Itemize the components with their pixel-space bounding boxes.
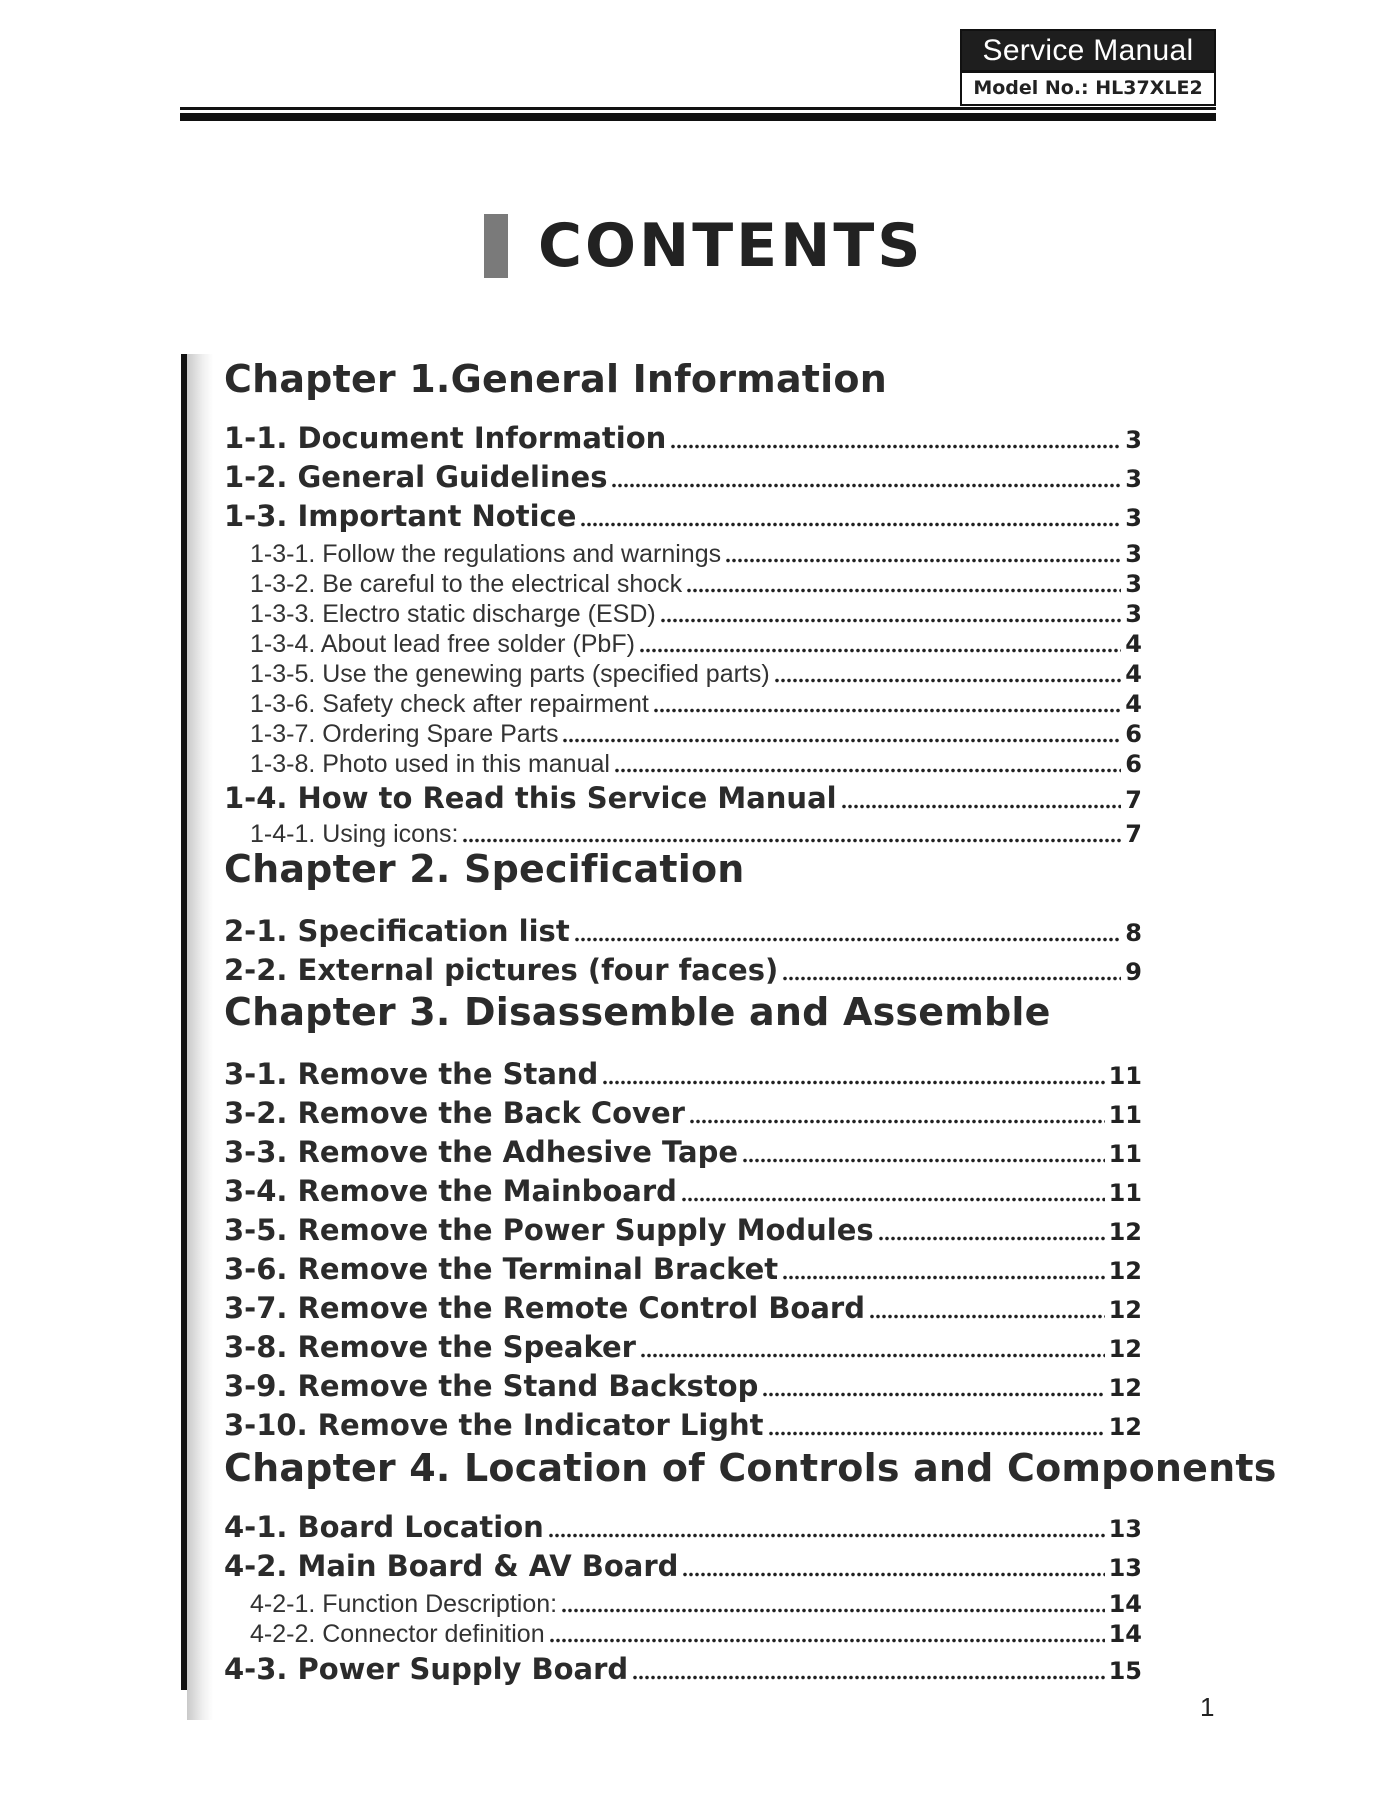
header-rule-thick bbox=[180, 113, 1216, 121]
toc-entry-3-9[interactable] bbox=[224, 1369, 1142, 1403]
toc-entry-3-3[interactable] bbox=[224, 1135, 1142, 1169]
toc-entry-1-3-2[interactable] bbox=[250, 570, 1142, 599]
toc-entry-page: 11 bbox=[1108, 1140, 1142, 1168]
toc-entry-page: 12 bbox=[1108, 1257, 1142, 1285]
toc-entry-3-2[interactable] bbox=[224, 1096, 1142, 1130]
dot-leader bbox=[742, 1158, 1105, 1163]
toc-entry-page: 3 bbox=[1125, 426, 1142, 454]
dot-leader bbox=[774, 678, 1122, 683]
dot-leader bbox=[639, 648, 1121, 653]
toc-entry-page: 11 bbox=[1108, 1179, 1142, 1207]
toc-entry-label: 3-3. Remove the Adhesive Tape bbox=[224, 1135, 739, 1169]
dot-leader bbox=[640, 1353, 1105, 1358]
dot-leader bbox=[549, 1638, 1105, 1643]
toc-entry-4-2-2[interactable] bbox=[250, 1620, 1142, 1649]
dot-leader bbox=[462, 838, 1121, 843]
dot-leader bbox=[681, 1197, 1105, 1202]
toc-entry-label: 1-3-5. Use the genewing parts (specified parts) bbox=[250, 660, 770, 688]
toc-entry-3-8[interactable] bbox=[224, 1330, 1142, 1364]
toc-entry-2-2[interactable] bbox=[224, 953, 1142, 987]
toc-entry-page: 12 bbox=[1108, 1413, 1142, 1441]
toc-entry-1-3-4[interactable] bbox=[250, 630, 1142, 659]
toc-entry-label: 3-6. Remove the Terminal Bracket bbox=[224, 1252, 779, 1286]
toc-entry-2-1[interactable] bbox=[224, 914, 1142, 948]
toc-entry-label: 3-2. Remove the Back Cover bbox=[224, 1096, 685, 1130]
dot-leader bbox=[614, 768, 1121, 773]
chapter-4-title[interactable]: Chapter 4. Location of Controls and Components bbox=[224, 1446, 1277, 1490]
toc-entry-page: 8 bbox=[1125, 919, 1142, 947]
header-title: Service Manual bbox=[962, 31, 1214, 70]
dot-leader bbox=[574, 937, 1122, 942]
toc-entry-page: 7 bbox=[1125, 820, 1142, 848]
toc-entry-page: 12 bbox=[1108, 1296, 1142, 1324]
toc-entry-1-3-6[interactable] bbox=[250, 690, 1142, 719]
toc-entry-page: 3 bbox=[1125, 570, 1142, 598]
header-rule-thin bbox=[180, 107, 1216, 110]
toc-entry-page: 9 bbox=[1125, 958, 1142, 986]
toc-entry-label: 1-3-8. Photo used in this manual bbox=[250, 750, 610, 778]
dot-leader bbox=[689, 1119, 1105, 1124]
toc-entry-3-6[interactable] bbox=[224, 1252, 1142, 1286]
toc-entry-1-3-5[interactable] bbox=[250, 660, 1142, 689]
dot-leader bbox=[682, 1572, 1104, 1577]
dot-leader bbox=[548, 1533, 1105, 1538]
header-box bbox=[960, 29, 1216, 106]
dot-leader bbox=[602, 1080, 1104, 1085]
toc-entry-3-1[interactable] bbox=[224, 1057, 1142, 1091]
toc-entry-label: 4-3. Power Supply Board bbox=[224, 1652, 629, 1686]
dot-leader bbox=[670, 444, 1121, 449]
toc-entry-4-3[interactable] bbox=[224, 1652, 1142, 1686]
toc-entry-label: 3-8. Remove the Speaker bbox=[224, 1330, 636, 1364]
toc-entry-3-4[interactable] bbox=[224, 1174, 1142, 1208]
toc-entry-1-4[interactable] bbox=[224, 781, 1142, 815]
toc-entry-page: 12 bbox=[1108, 1374, 1142, 1402]
dot-leader bbox=[611, 483, 1121, 488]
toc-entry-label: 4-2-1. Function Description: bbox=[250, 1590, 558, 1618]
chapter-1-title[interactable]: Chapter 1.General Information bbox=[224, 357, 887, 401]
toc-entry-label: 3-4. Remove the Mainboard bbox=[224, 1174, 677, 1208]
chapter-3-title[interactable]: Chapter 3. Disassemble and Assemble bbox=[224, 990, 1051, 1034]
toc-entry-1-3-1[interactable] bbox=[250, 540, 1142, 569]
toc-entry-label: 1-3-7. Ordering Spare Parts bbox=[250, 720, 559, 748]
toc-entry-page: 3 bbox=[1125, 465, 1142, 493]
toc-entry-1-2[interactable] bbox=[224, 460, 1142, 494]
toc-entry-page: 4 bbox=[1125, 630, 1142, 658]
toc-entry-label: 2-1. Specification list bbox=[224, 914, 570, 948]
toc-entry-label: 1-3-4. About lead free solder (PbF) bbox=[250, 630, 635, 658]
toc-entry-page: 12 bbox=[1108, 1218, 1142, 1246]
toc-entry-label: 3-5. Remove the Power Supply Modules bbox=[224, 1213, 874, 1247]
toc-entry-label: 3-7. Remove the Remote Control Board bbox=[224, 1291, 865, 1325]
dot-leader bbox=[562, 738, 1121, 743]
toc-entry-page: 12 bbox=[1108, 1335, 1142, 1363]
toc-entry-label: 1-4. How to Read this Service Manual bbox=[224, 781, 837, 815]
toc-entry-label: 2-2. External pictures (four faces) bbox=[224, 953, 779, 987]
dot-leader bbox=[686, 588, 1121, 593]
toc-entry-label: 3-10. Remove the Indicator Light bbox=[224, 1408, 764, 1442]
dot-leader bbox=[660, 618, 1122, 623]
toc-entry-1-3-8[interactable] bbox=[250, 750, 1142, 779]
dot-leader bbox=[768, 1431, 1105, 1436]
toc-entry-label: 4-2. Main Board & AV Board bbox=[224, 1549, 679, 1583]
contents-title: CONTENTS bbox=[538, 211, 924, 281]
toc-entry-1-4-1[interactable] bbox=[250, 820, 1142, 849]
toc-entry-3-7[interactable] bbox=[224, 1291, 1142, 1325]
toc-entry-1-1[interactable] bbox=[224, 421, 1142, 455]
dot-leader bbox=[632, 1675, 1104, 1680]
toc-entry-label: 1-2. General Guidelines bbox=[224, 460, 608, 494]
toc-entry-label: 1-1. Document Information bbox=[224, 421, 667, 455]
dot-leader bbox=[869, 1314, 1105, 1319]
chapter-2-title[interactable]: Chapter 2. Specification bbox=[224, 847, 745, 891]
toc-entry-1-3[interactable] bbox=[224, 499, 1142, 533]
toc-entry-3-5[interactable] bbox=[224, 1213, 1142, 1247]
toc-entry-page: 11 bbox=[1108, 1062, 1142, 1090]
toc-entry-label: 1-3. Important Notice bbox=[224, 499, 577, 533]
toc-entry-label: 4-1. Board Location bbox=[224, 1510, 544, 1544]
dot-leader bbox=[841, 804, 1122, 809]
toc-entry-page: 13 bbox=[1108, 1515, 1142, 1543]
toc-entry-label: 3-9. Remove the Stand Backstop bbox=[224, 1369, 759, 1403]
dot-leader bbox=[580, 522, 1121, 527]
toc-entry-page: 7 bbox=[1125, 786, 1142, 814]
dot-leader bbox=[725, 558, 1121, 563]
toc-entry-label: 3-1. Remove the Stand bbox=[224, 1057, 599, 1091]
toc-entry-page: 3 bbox=[1125, 540, 1142, 568]
toc-entry-page: 6 bbox=[1125, 750, 1142, 778]
toc-entry-1-3-7[interactable] bbox=[250, 720, 1142, 749]
toc-entry-page: 11 bbox=[1108, 1101, 1142, 1129]
toc-entry-3-10[interactable] bbox=[224, 1408, 1142, 1442]
toc-entry-4-1[interactable] bbox=[224, 1510, 1142, 1544]
toc-entry-page: 13 bbox=[1108, 1554, 1142, 1582]
dot-leader bbox=[561, 1608, 1105, 1613]
dot-leader bbox=[878, 1236, 1105, 1241]
toc-entry-label: 1-3-6. Safety check after repairment bbox=[250, 690, 649, 718]
toc-entry-1-3-3[interactable] bbox=[250, 600, 1142, 629]
toc-entry-label: 1-3-3. Electro static discharge (ESD) bbox=[250, 600, 656, 628]
toc-entry-label: 1-4-1. Using icons: bbox=[250, 820, 459, 848]
toc-entry-page: 3 bbox=[1125, 600, 1142, 628]
toc-entry-4-2[interactable] bbox=[224, 1549, 1142, 1583]
left-bar-shadow bbox=[187, 354, 213, 1720]
toc-entry-label: 1-3-1. Follow the regulations and warnings bbox=[250, 540, 722, 568]
toc-entry-page: 4 bbox=[1125, 690, 1142, 718]
dot-leader bbox=[782, 1275, 1104, 1280]
dot-leader bbox=[653, 708, 1122, 713]
dot-leader bbox=[782, 976, 1121, 981]
page-number: 1 bbox=[1200, 1692, 1215, 1722]
title-accent-bar bbox=[484, 214, 508, 278]
dot-leader bbox=[762, 1392, 1104, 1397]
left-bar bbox=[181, 354, 187, 1690]
toc-entry-4-2-1[interactable] bbox=[250, 1590, 1142, 1619]
toc-entry-page: 14 bbox=[1108, 1620, 1142, 1648]
toc-entry-label: 4-2-2. Connector definition bbox=[250, 1620, 545, 1648]
contents-heading bbox=[484, 211, 924, 281]
toc-entry-label: 1-3-2. Be careful to the electrical shock bbox=[250, 570, 683, 598]
toc-entry-page: 4 bbox=[1125, 660, 1142, 688]
toc-entry-page: 14 bbox=[1108, 1590, 1142, 1618]
toc-entry-page: 15 bbox=[1108, 1657, 1142, 1685]
header-model-number: Model No.: HL37XLE2 bbox=[962, 70, 1214, 102]
toc-entry-page: 6 bbox=[1125, 720, 1142, 748]
toc-entry-page: 3 bbox=[1125, 504, 1142, 532]
